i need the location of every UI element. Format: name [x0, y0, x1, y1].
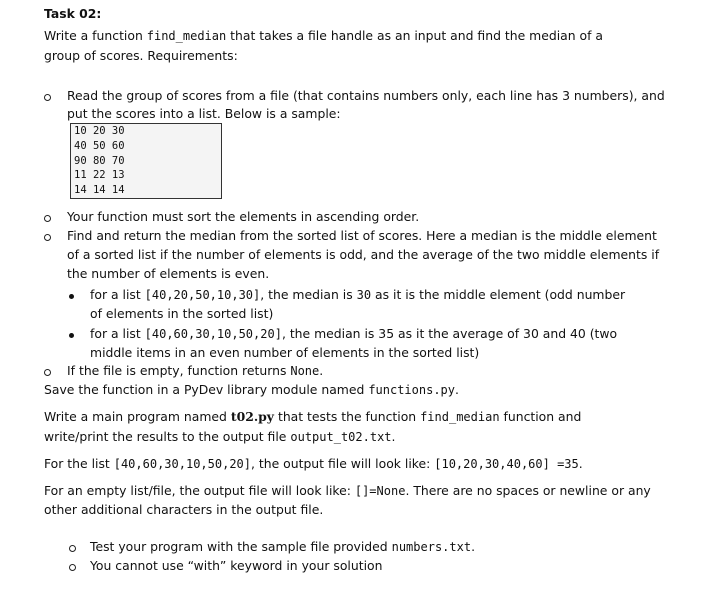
req1-line-2: put the scores into a list. Below is a sample:	[67, 106, 341, 121]
ex1-text-mid: , the median is	[260, 287, 357, 302]
save-code: functions.py	[368, 383, 456, 397]
main2-text-end: .	[391, 429, 396, 444]
empty-text-end: . There are no spaces or newline or any	[405, 483, 651, 498]
main-code: find_median	[420, 410, 500, 424]
req3-line-3: the number of elements is even.	[67, 266, 270, 281]
test-text: Test your program with the sample file provided	[90, 539, 392, 554]
forlist-code-input: [40,60,30,10,50,20]	[113, 457, 251, 471]
intro-line-1	[44, 28, 603, 43]
req4-code: None	[290, 364, 320, 378]
sample-line: 40 50 60	[74, 140, 125, 152]
main-line-2	[44, 429, 395, 444]
main-line-1	[44, 409, 581, 424]
sample-line: 11 22 13	[74, 169, 125, 181]
req2-line: Your function must sort the elements in ascending order.	[67, 209, 420, 224]
req4-text-end: .	[319, 363, 324, 378]
req1-line-1: Read the group of scores from a file (that contains numbers only, each line has 3 numbers), and	[67, 88, 665, 103]
req4-text: If the file is empty, function returns	[67, 363, 291, 378]
bullet-dot-icon	[69, 333, 74, 338]
test-code: numbers.txt	[391, 540, 472, 554]
example2-line-1	[90, 326, 617, 341]
empty-text: For an empty list/file, the output file will look like:	[44, 483, 355, 498]
forlist-text-end: .	[578, 456, 583, 471]
example1-line-2: of elements in the sorted list)	[90, 306, 274, 321]
empty-line-1	[44, 483, 651, 498]
ex1-code: [40,20,50,10,30]	[144, 288, 261, 302]
empty-line-2: other additional characters in the output file.	[44, 502, 324, 517]
main-text: Write a main program named	[44, 409, 231, 424]
ex1-text: for a list	[90, 287, 145, 302]
forlist-code-output: [10,20,30,40,60] =35	[434, 457, 579, 471]
intro-text: Write a function	[44, 28, 147, 43]
task-title: Task 02:	[44, 6, 102, 21]
ex2-text-end: , the median is 35 as it the average of 30 and 40 (two	[281, 326, 618, 341]
bullet-circle-icon	[69, 545, 76, 552]
main2-code: output_t02.txt	[290, 430, 392, 444]
intro-text-end: that takes a file handle as an input and find the median of a	[226, 28, 604, 43]
example1-line-1	[90, 287, 625, 302]
intro-code: find_median	[146, 29, 227, 43]
bullet-dot-icon	[69, 294, 74, 299]
with-rule-line: You cannot use “with” keyword in your solution	[90, 558, 383, 573]
req4-line	[67, 363, 323, 378]
bullet-circle-icon	[44, 369, 51, 376]
req3-line-2: of a sorted list if the number of elements is odd, and the average of the two middle elements if	[67, 247, 660, 262]
save-line	[44, 382, 459, 397]
req3-line-1: Find and return the median from the sorted list of scores. Here a median is the middle element	[67, 228, 657, 243]
ex1-value: 30	[356, 288, 372, 302]
bullet-circle-icon	[44, 94, 51, 101]
main-text-mid: that tests the function	[274, 409, 421, 424]
sample-file-box	[70, 123, 222, 199]
empty-code: []=None	[354, 484, 406, 498]
main-text-end: function and	[499, 409, 582, 424]
ex1-text-end: as it is the middle element (odd number	[371, 287, 626, 302]
save-text: Save the function in a PyDev library module named	[44, 382, 369, 397]
forlist-text-mid: , the output file will look like:	[251, 456, 435, 471]
forlist-line	[44, 456, 583, 471]
intro-line-2: group of scores. Requirements:	[44, 48, 238, 63]
example2-line-2: middle items in an even number of elements in the sorted list)	[90, 345, 480, 360]
ex2-code: [40,60,30,10,50,20]	[144, 327, 282, 341]
sample-line: 90 80 70	[74, 155, 125, 167]
sample-line: 14 14 14	[74, 184, 125, 196]
ex2-text: for a list	[90, 326, 145, 341]
test-line	[90, 539, 475, 554]
test-text-end: .	[471, 539, 476, 554]
main-filename: t02.py	[230, 409, 275, 424]
sample-line: 10 20 30	[74, 125, 125, 137]
main2-text: write/print the results to the output file	[44, 429, 291, 444]
forlist-text: For the list	[44, 456, 114, 471]
save-text-end: .	[455, 382, 459, 397]
bullet-circle-icon	[44, 234, 51, 241]
bullet-circle-icon	[69, 564, 76, 571]
bullet-circle-icon	[44, 215, 51, 222]
